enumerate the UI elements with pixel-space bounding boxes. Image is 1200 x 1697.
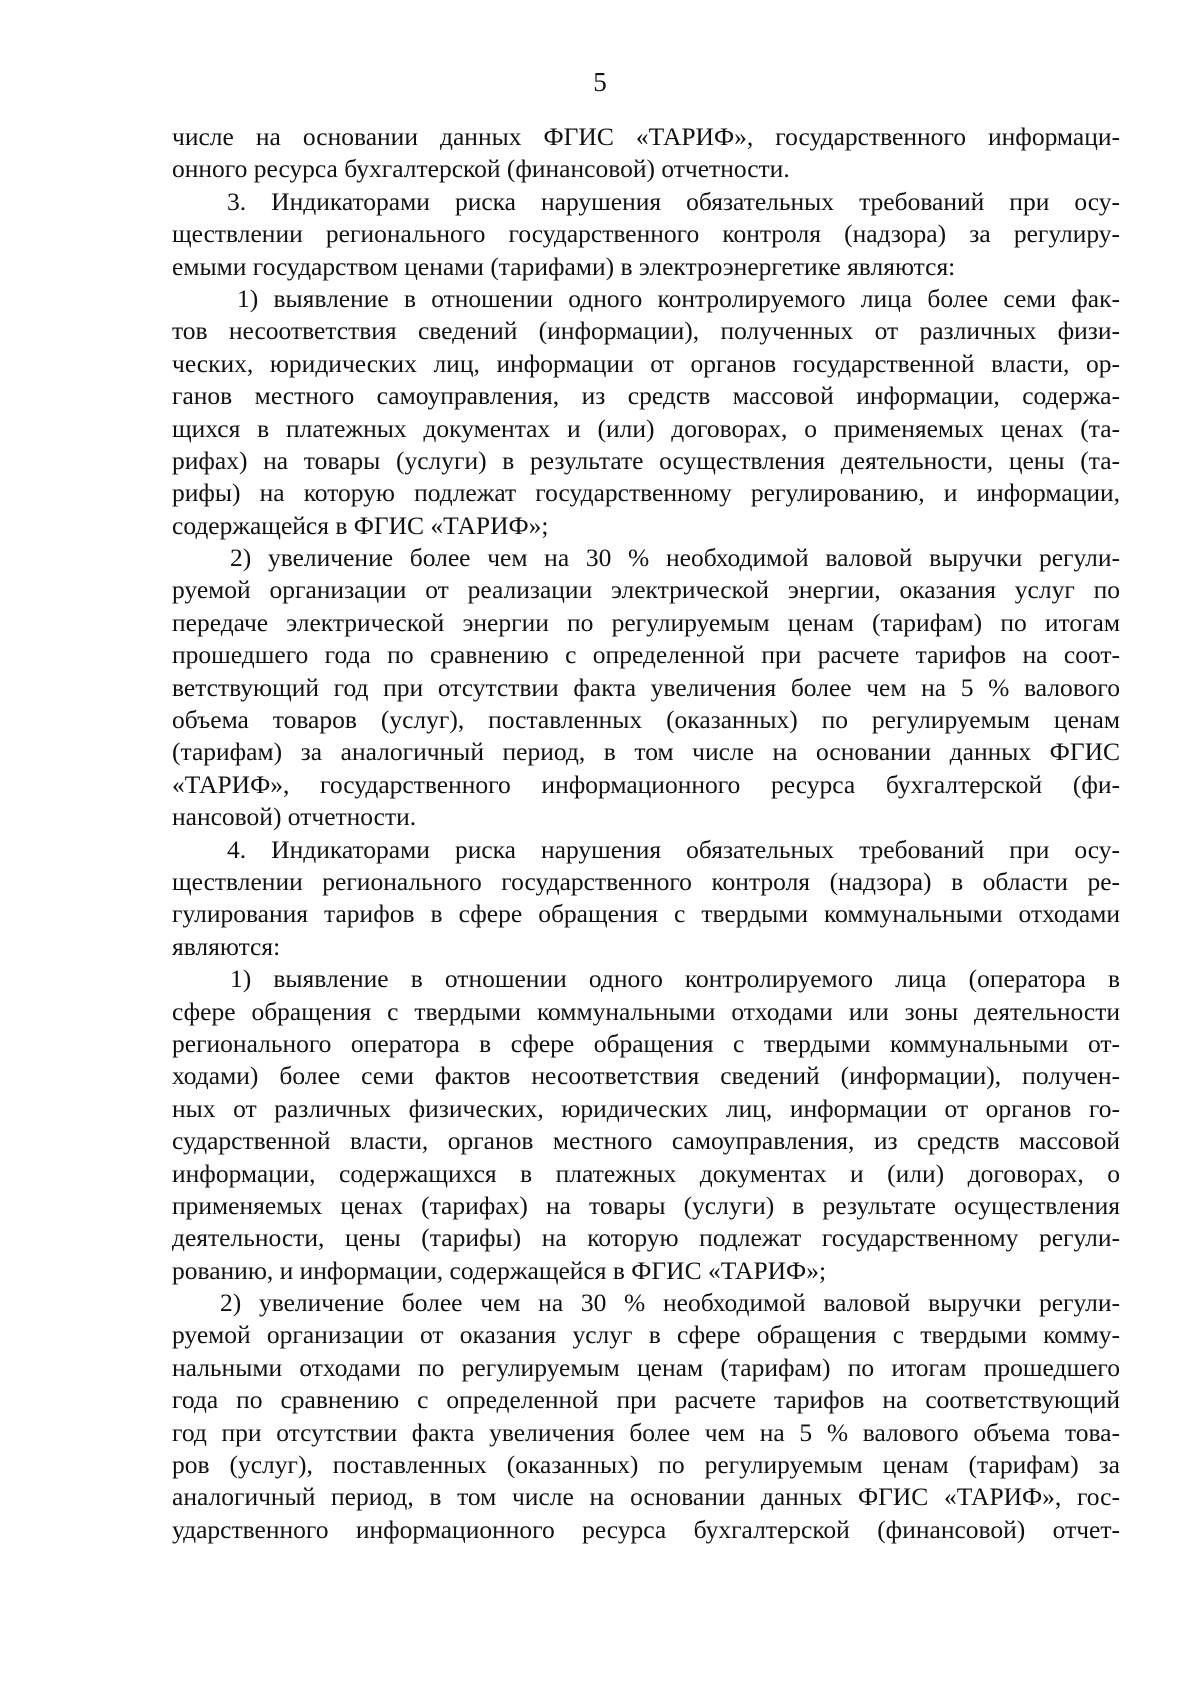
text-line: тов несоответствия сведений (информации), полученных от различных физи- — [172, 316, 1120, 346]
page-number: 5 — [593, 67, 607, 97]
text-line: руемой организации от оказания услуг в сфере обращения с твердыми комму- — [172, 1320, 1120, 1350]
text-line: год при отсутствии факта увеличения более чем на 5 % валового объема това- — [172, 1417, 1120, 1447]
text-line: ударственного информационного ресурса бухгалтерской (финансовой) отчет- — [172, 1514, 1120, 1544]
text-line: передаче электрической энергии по регулируемым ценам (тарифам) по итогам — [172, 607, 1120, 637]
text-line: нальными отходами по регулируемым ценам (тарифам) по итогам прошедшего — [172, 1352, 1120, 1382]
text-line: (тарифам) за аналогичный период, в том числе на основании данных ФГИС — [172, 737, 1120, 767]
text-line: 4. Индикаторами риска нарушения обязательных требований при осу- — [227, 834, 1120, 864]
text-line: рифах) на товары (услуги) в результате осуществления деятельности, цены (та- — [172, 445, 1120, 475]
text-line: применяемых ценах (тарифах) на товары (услуги) в результате осуществления — [172, 1190, 1120, 1220]
text-line: онного ресурса бухгалтерской (финансовой) отчетности. — [172, 154, 790, 184]
text-line: деятельности, цены (тарифы) на которую подлежат государственному регули- — [172, 1223, 1120, 1253]
text-line: сфере обращения с твердыми коммунальными отходами или зоны деятельности — [172, 996, 1120, 1026]
text-line: ганов местного самоуправления, из средств массовой информации, содержа- — [172, 381, 1120, 411]
text-line: объема товаров (услуг), поставленных (оказанных) по регулируемым ценам — [172, 705, 1120, 735]
text-line: рифы) на которую подлежат государственному регулированию, и информации, — [172, 478, 1120, 508]
text-line: ществлении регионального государственного контроля (надзора) за регулиру- — [172, 219, 1120, 249]
text-line: ных от различных физических, юридических лиц, информации от органов го- — [172, 1093, 1120, 1123]
text-line: ветствующий год при отсутствии факта увеличения более чем на 5 % валового — [172, 672, 1120, 702]
text-line: «ТАРИФ», государственного информационного ресурса бухгалтерской (фи- — [172, 769, 1120, 799]
text-line: гулирования тарифов в сфере обращения с твердыми коммунальными отходами — [172, 899, 1120, 929]
document-body — [172, 121, 1120, 1546]
text-line: рованию, и информации, содержащейся в ФГИС «ТАРИФ»; — [172, 1255, 827, 1285]
text-line: прошедшего года по сравнению с определенной при расчете тарифов на соот- — [172, 640, 1120, 670]
text-line: сударственной власти, органов местного самоуправления, из средств массовой — [172, 1126, 1120, 1156]
text-line: информации, содержащихся в платежных документах и (или) договорах, о — [172, 1158, 1120, 1188]
text-line: года по сравнению с определенной при расчете тарифов на соответствующий — [172, 1385, 1120, 1415]
text-line: числе на основании данных ФГИС «ТАРИФ», государственного информаци- — [172, 122, 1120, 151]
text-line: аналогичный период, в том числе на основании данных ФГИС «ТАРИФ», гос- — [172, 1482, 1120, 1512]
text-line: 1) выявление в отношении одного контролируемого лица более семи фак- — [237, 283, 1120, 313]
text-line: содержащейся в ФГИС «ТАРИФ»; — [172, 510, 549, 540]
text-line: 2) увеличение более чем на 30 % необходимой валовой выручки регули- — [230, 543, 1120, 573]
text-line: щихся в платежных документах и (или) договорах, о применяемых ценах (та- — [172, 413, 1120, 443]
text-line: 1) выявление в отношении одного контролируемого лица (оператора в — [230, 964, 1120, 994]
text-line: ческих, юридических лиц, информации от органов государственной власти, ор- — [172, 348, 1120, 378]
text-line: ров (услуг), поставленных (оказанных) по регулируемым ценам (тарифам) за — [172, 1450, 1120, 1480]
text-line: емыми государством ценами (тарифами) в электроэнергетике являются: — [172, 251, 956, 281]
text-line: являются: — [172, 931, 281, 961]
text-line: руемой организации от реализации электрической энергии, оказания услуг по — [172, 575, 1120, 605]
text-line: 2) увеличение более чем на 30 % необходимой валовой выручки регули- — [220, 1288, 1120, 1318]
text-line: ществлении регионального государственного контроля (надзора) в области ре- — [172, 866, 1120, 896]
text-line: регионального оператора в сфере обращения с твердыми коммунальными от- — [172, 1028, 1120, 1058]
text-line: нансовой) отчетности. — [172, 802, 417, 832]
text-line: ходами) более семи фактов несоответствия сведений (информации), получен- — [172, 1061, 1120, 1091]
text-line: 3. Индикаторами риска нарушения обязательных требований при осу- — [227, 186, 1120, 216]
